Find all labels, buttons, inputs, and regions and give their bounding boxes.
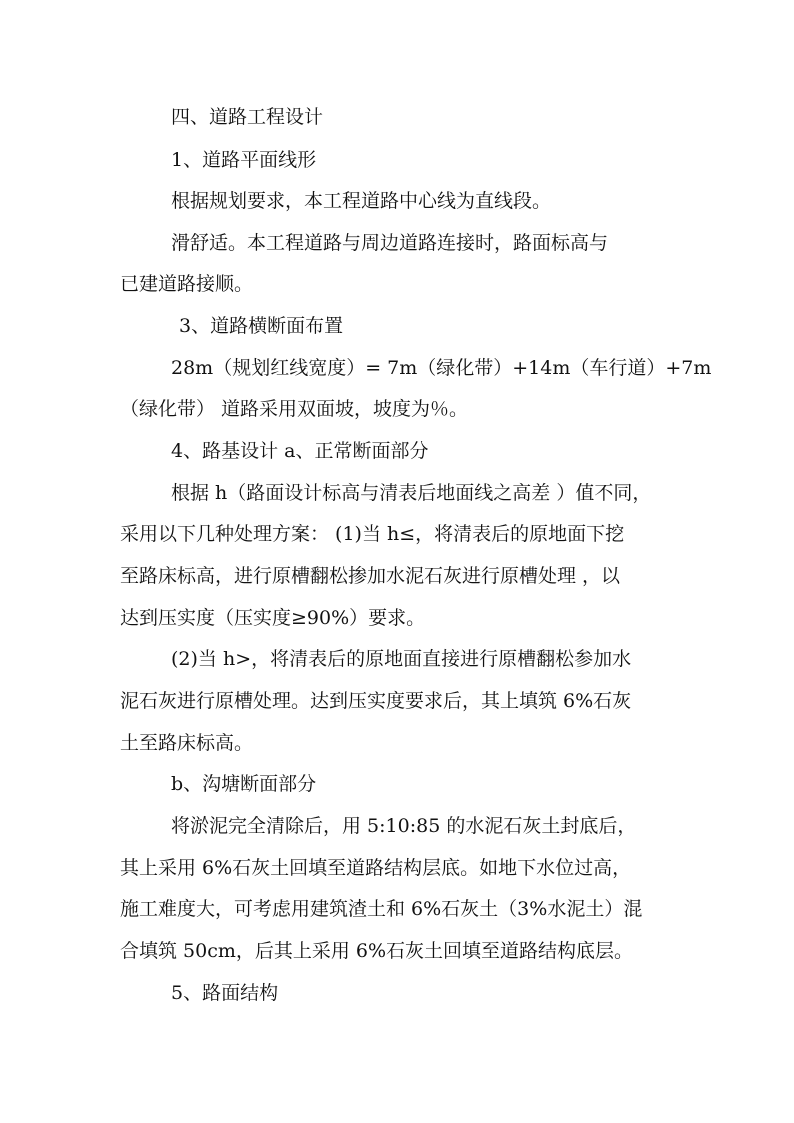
paragraph-line: （绿化带） 道路采用双面坡，坡度为％。	[120, 398, 469, 420]
paragraph-line: 根据规划要求，本工程道路中心线为直线段。	[171, 190, 552, 212]
paragraph-line: 达到压实度（压实度≥90%）要求。	[120, 607, 426, 629]
paragraph-line: 根据 h（路面设计标高与清表后地面线之高差 ）值不同，	[171, 482, 652, 504]
paragraph-line: 泥石灰进行原槽处理。达到压实度要求后，其上填筑 6%石灰	[120, 690, 632, 712]
subsection-heading: 4、路基设计 a、正常断面部分	[171, 440, 429, 462]
paragraph-line: 其上采用 6%石灰土回填至道路结构层底。如地下水位过高，	[120, 857, 632, 879]
paragraph-line: 已建道路接顺。	[120, 273, 254, 295]
paragraph-line: 合填筑 50cm，后其上采用 6%石灰土回填至道路结构底层。	[120, 940, 634, 962]
paragraph-line: 采用以下几种处理方案： (1)当 h≤，将清表后的原地面下挖	[120, 523, 625, 545]
paragraph-line: 至路床标高，进行原槽翻松掺加水泥石灰进行原槽处理 ，以	[120, 565, 621, 587]
subsection-heading: b、沟塘断面部分	[171, 773, 317, 795]
subsection-heading: 1、道路平面线形	[171, 149, 317, 171]
paragraph-line: (2)当 h>，将清表后的原地面直接进行原槽翻松参加水	[171, 648, 632, 670]
subsection-heading: 3、道路横断面布置	[179, 315, 344, 337]
subsection-heading: 5、路面结构	[171, 982, 279, 1004]
paragraph-line: 将淤泥完全清除后，用 5:10:85 的水泥石灰土封底后，	[171, 815, 637, 837]
paragraph-line: 土至路床标高。	[120, 732, 254, 754]
section-heading: 四、道路工程设计	[171, 106, 324, 128]
paragraph-line: 滑舒适。本工程道路与周边道路连接时，路面标高与	[171, 232, 609, 254]
paragraph-line: 施工难度大，可考虑用建筑渣土和 6%石灰土（3%水泥土）混	[120, 898, 643, 920]
paragraph-line: 28m（规划红线宽度）= 7m（绿化带）+14m（车行道）+7m	[171, 357, 712, 379]
